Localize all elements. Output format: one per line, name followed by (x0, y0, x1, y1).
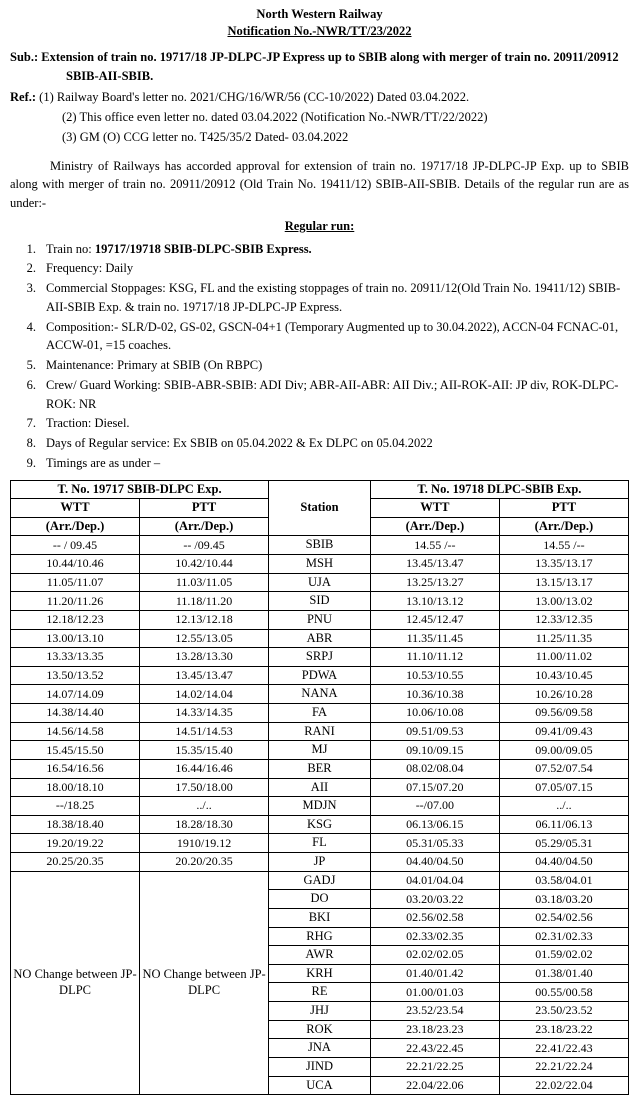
table-row (11, 592, 629, 611)
item-label: Composition:- (46, 320, 118, 334)
reference-item-2: (2) This office even letter no. dated 03.04.2022 (Notification No.-NWR/TT/22/2022) (62, 110, 487, 124)
cell-ptt-left: 14.33/14.35 (140, 704, 269, 723)
cell-wtt-right: 13.25/13.27 (370, 573, 499, 592)
cell-wtt-right: 05.31/05.33 (370, 834, 499, 853)
table-row (11, 853, 629, 872)
cell-wtt-right: 04.01/04.04 (370, 871, 499, 890)
cell-wtt-left: 11.20/11.26 (11, 592, 140, 611)
cell-wtt-left: 13.00/13.10 (11, 629, 140, 648)
cell-ptt-right: 22.02/22.04 (499, 1076, 628, 1095)
list-item (10, 279, 629, 317)
reference-label: Ref.: (10, 90, 36, 104)
cell-station: BKI (269, 908, 371, 927)
cell-station: MJ (269, 741, 371, 760)
table-body (11, 536, 629, 1095)
cell-ptt-right: 09.56/09.58 (499, 704, 628, 723)
arrdep-header-ptt-right: (Arr./Dep.) (499, 517, 628, 536)
cell-station: KRH (269, 964, 371, 983)
item-label: Traction: (46, 416, 91, 430)
cell-ptt-right: 09.41/09.43 (499, 722, 628, 741)
arrdep-header-ptt-left: (Arr./Dep.) (140, 517, 269, 536)
cell-ptt-right: 03.58/04.01 (499, 871, 628, 890)
cell-ptt-right: 07.52/07.54 (499, 759, 628, 778)
table-row (11, 834, 629, 853)
cell-station: JP (269, 853, 371, 872)
item-number: 9. (10, 454, 36, 473)
table-row (11, 704, 629, 723)
cell-ptt-right: 11.00/11.02 (499, 648, 628, 667)
cell-ptt-left: 12.13/12.18 (140, 610, 269, 629)
item-label: Crew/ Guard Working: (46, 378, 161, 392)
cell-wtt-left: 20.25/20.35 (11, 853, 140, 872)
arrdep-header-wtt-right: (Arr./Dep.) (370, 517, 499, 536)
cell-wtt-right: 07.15/07.20 (370, 778, 499, 797)
list-item (10, 259, 629, 278)
table-row (11, 741, 629, 760)
cell-ptt-left: 10.42/10.44 (140, 555, 269, 574)
wtt-header-right: WTT (370, 499, 499, 518)
arrdep-header-wtt-left: (Arr./Dep.) (11, 517, 140, 536)
cell-station: NANA (269, 685, 371, 704)
cell-ptt-left: 15.35/15.40 (140, 741, 269, 760)
item-value: Diesel. (95, 416, 130, 430)
item-label: Frequency: (46, 261, 102, 275)
group-header-left: T. No. 19717 SBIB-DLPC Exp. (11, 480, 269, 499)
cell-wtt-left: --/18.25 (11, 797, 140, 816)
cell-station: RE (269, 983, 371, 1002)
cell-station: FL (269, 834, 371, 853)
reference-line-1 (10, 88, 629, 107)
cell-ptt-right: 09.00/09.05 (499, 741, 628, 760)
cell-station: ABR (269, 629, 371, 648)
cell-wtt-right: 22.04/22.06 (370, 1076, 499, 1095)
cell-station: SBIB (269, 536, 371, 555)
item-label: Timings are as under – (46, 456, 160, 470)
cell-wtt-right: 04.40/04.50 (370, 853, 499, 872)
cell-ptt-right: 14.55 /-- (499, 536, 628, 555)
approval-paragraph (10, 157, 629, 213)
item-number: 6. (10, 376, 36, 395)
table-row (11, 555, 629, 574)
ptt-header-left: PTT (140, 499, 269, 518)
cell-ptt-left: 14.02/14.04 (140, 685, 269, 704)
cell-wtt-right: 10.06/10.08 (370, 704, 499, 723)
reference-line-2 (10, 108, 629, 127)
cell-wtt-right: 23.52/23.54 (370, 1002, 499, 1021)
cell-station: PNU (269, 610, 371, 629)
table-row (11, 629, 629, 648)
cell-station: GADJ (269, 871, 371, 890)
regular-run-heading: Regular run: (10, 217, 629, 236)
list-item (10, 376, 629, 414)
document-header (10, 6, 629, 40)
cell-wtt-left: 14.38/14.40 (11, 704, 140, 723)
reference-item-1: (1) Railway Board's letter no. 2021/CHG/16/WR/56 (CC-10/2022) Dated 03.04.2022. (39, 90, 469, 104)
cell-station: JIND (269, 1057, 371, 1076)
list-item (10, 240, 629, 259)
cell-ptt-right: 13.35/13.17 (499, 555, 628, 574)
item-label: Commercial Stoppages: (46, 281, 166, 295)
cell-station: RANI (269, 722, 371, 741)
cell-ptt-left: 16.44/16.46 (140, 759, 269, 778)
cell-wtt-left: 13.33/13.35 (11, 648, 140, 667)
cell-ptt-right: 22.21/22.24 (499, 1057, 628, 1076)
cell-ptt-right: 00.55/00.58 (499, 983, 628, 1002)
cell-wtt-right: 11.10/11.12 (370, 648, 499, 667)
cell-wtt-right: 02.56/02.58 (370, 908, 499, 927)
cell-ptt-right: 13.15/13.17 (499, 573, 628, 592)
cell-wtt-left: -- / 09.45 (11, 536, 140, 555)
cell-ptt-right: 23.18/23.22 (499, 1020, 628, 1039)
list-item (10, 434, 629, 453)
cell-station: ROK (269, 1020, 371, 1039)
cell-wtt-left: 10.44/10.46 (11, 555, 140, 574)
table-row (11, 722, 629, 741)
cell-ptt-left: 14.51/14.53 (140, 722, 269, 741)
cell-wtt-right: 01.40/01.42 (370, 964, 499, 983)
cell-ptt-left: 13.28/13.30 (140, 648, 269, 667)
cell-ptt-right: 07.05/07.15 (499, 778, 628, 797)
cell-ptt-left: 12.55/13.05 (140, 629, 269, 648)
list-item (10, 454, 629, 473)
list-item (10, 414, 629, 433)
nochange-note-right: NO Change between JP-DLPC (140, 871, 269, 1095)
cell-ptt-right: 04.40/04.50 (499, 853, 628, 872)
cell-ptt-left: 20.20/20.35 (140, 853, 269, 872)
item-number: 3. (10, 279, 36, 298)
cell-ptt-left: 18.28/18.30 (140, 815, 269, 834)
table-row (11, 871, 629, 890)
subject-label: Sub.: (10, 50, 38, 64)
cell-wtt-right: 06.13/06.15 (370, 815, 499, 834)
cell-wtt-right: 10.53/10.55 (370, 666, 499, 685)
cell-wtt-left: 19.20/19.22 (11, 834, 140, 853)
cell-ptt-right: 13.00/13.02 (499, 592, 628, 611)
cell-wtt-right: 02.02/02.05 (370, 946, 499, 965)
table-row (11, 610, 629, 629)
table-row (11, 648, 629, 667)
cell-wtt-left: 14.07/14.09 (11, 685, 140, 704)
subject-text: Extension of train no. 19717/18 JP-DLPC-JP Express up to SBIB along with merger of train no. 20911/20912 SBIB-AII-SBIB. (41, 50, 618, 83)
cell-wtt-right: 22.43/22.45 (370, 1039, 499, 1058)
cell-station: AWR (269, 946, 371, 965)
table-row (11, 536, 629, 555)
cell-wtt-left: 12.18/12.23 (11, 610, 140, 629)
cell-station: RHG (269, 927, 371, 946)
cell-wtt-right: 08.02/08.04 (370, 759, 499, 778)
item-number: 7. (10, 414, 36, 433)
cell-station: UJA (269, 573, 371, 592)
table-row (11, 573, 629, 592)
cell-wtt-left: 14.56/14.58 (11, 722, 140, 741)
cell-wtt-right: 03.20/03.22 (370, 890, 499, 909)
item-value: SBIB-ABR-SBIB: ADI Div; ABR-AII-ABR: AII Div.; AII-ROK-AII: JP div, ROK-DLPC-ROK: NR (46, 378, 618, 411)
subject-block (10, 48, 629, 236)
item-value: SLR/D-02, GS-02, GSCN-04+1 (Temporary Augmented up to 30.04.2022), ACCN-04 FCNAC-01, ACCW-01, =15 coaches. (46, 320, 618, 353)
item-value: 19717/19718 SBIB-DLPC-SBIB Express. (95, 242, 312, 256)
item-label: Maintenance: (46, 358, 114, 372)
cell-station: BER (269, 759, 371, 778)
table-group-header-row (11, 480, 629, 499)
table-row (11, 778, 629, 797)
cell-ptt-right: 12.33/12.35 (499, 610, 628, 629)
cell-wtt-right: 02.33/02.35 (370, 927, 499, 946)
cell-wtt-left: 18.38/18.40 (11, 815, 140, 834)
railway-name: North Western Railway (10, 6, 629, 23)
cell-wtt-right: 14.55 /-- (370, 536, 499, 555)
table-row (11, 797, 629, 816)
item-number: 4. (10, 318, 36, 337)
cell-wtt-right: 13.45/13.47 (370, 555, 499, 574)
cell-wtt-right: 13.10/13.12 (370, 592, 499, 611)
cell-station: JNA (269, 1039, 371, 1058)
item-value: Daily (105, 261, 133, 275)
cell-station: FA (269, 704, 371, 723)
table-row (11, 759, 629, 778)
cell-ptt-left: 13.45/13.47 (140, 666, 269, 685)
item-number: 8. (10, 434, 36, 453)
reference-item-3: (3) GM (O) CCG letter no. T425/35/2 Dated- 03.04.2022 (62, 130, 348, 144)
cell-station: PDWA (269, 666, 371, 685)
cell-ptt-right: 06.11/06.13 (499, 815, 628, 834)
wtt-header-left: WTT (11, 499, 140, 518)
item-number: 1. (10, 240, 36, 259)
table-row (11, 815, 629, 834)
cell-station: AII (269, 778, 371, 797)
cell-wtt-right: 09.10/09.15 (370, 741, 499, 760)
paragraph-text: Ministry of Railways has accorded approval for extension of train no. 19717/18 JP-DLPC-JP Exp. up to SBIB along with merger of train no. 20911/20912 (Old Train No. 19411/12) SBIB-AII-SBIB. Details of the regular run are as under:- (10, 159, 629, 211)
item-number: 2. (10, 259, 36, 278)
station-column-header: Station (269, 480, 371, 536)
group-header-right: T. No. 19718 DLPC-SBIB Exp. (370, 480, 628, 499)
cell-ptt-right: 02.31/02.33 (499, 927, 628, 946)
item-value: Ex SBIB on 05.04.2022 & Ex DLPC on 05.04.2022 (173, 436, 433, 450)
cell-wtt-right: 22.21/22.25 (370, 1057, 499, 1076)
ptt-header-right: PTT (499, 499, 628, 518)
notification-number: Notification No.-NWR/TT/23/2022 (10, 23, 629, 40)
cell-ptt-right: ../.. (499, 797, 628, 816)
cell-ptt-right: 10.26/10.28 (499, 685, 628, 704)
cell-station: SID (269, 592, 371, 611)
reference-line-3 (10, 128, 629, 147)
cell-wtt-left: 16.54/16.56 (11, 759, 140, 778)
list-item (10, 356, 629, 375)
cell-wtt-right: 12.45/12.47 (370, 610, 499, 629)
cell-station: UCA (269, 1076, 371, 1095)
item-label: Days of Regular service: (46, 436, 170, 450)
cell-ptt-right: 22.41/22.43 (499, 1039, 628, 1058)
cell-station: DO (269, 890, 371, 909)
item-value: KSG, FL and the existing stoppages of train no. 20911/12(Old Train No. 19411/12) SBIB-AII-SBIB Exp. & train no. 19717/18 JP-DLPC-JP Express. (46, 281, 620, 314)
cell-station: MSH (269, 555, 371, 574)
cell-wtt-left: 18.00/18.10 (11, 778, 140, 797)
table-row (11, 685, 629, 704)
cell-wtt-left: 11.05/11.07 (11, 573, 140, 592)
cell-wtt-right: 23.18/23.23 (370, 1020, 499, 1039)
list-item (10, 318, 629, 356)
cell-ptt-left: 11.03/11.05 (140, 573, 269, 592)
table-row (11, 666, 629, 685)
cell-wtt-right: 10.36/10.38 (370, 685, 499, 704)
cell-station: MDJN (269, 797, 371, 816)
cell-ptt-right: 03.18/03.20 (499, 890, 628, 909)
cell-ptt-right: 01.59/02.02 (499, 946, 628, 965)
cell-station: SRPJ (269, 648, 371, 667)
timings-table (10, 480, 629, 1095)
cell-ptt-right: 23.50/23.52 (499, 1002, 628, 1021)
cell-ptt-left: 1910/19.12 (140, 834, 269, 853)
cell-ptt-left: ../.. (140, 797, 269, 816)
cell-wtt-left: 15.45/15.50 (11, 741, 140, 760)
item-value: Primary at SBIB (On RBPC) (117, 358, 262, 372)
subject-line (10, 48, 629, 86)
cell-ptt-right: 11.25/11.35 (499, 629, 628, 648)
cell-ptt-right: 02.54/02.56 (499, 908, 628, 927)
cell-ptt-right: 05.29/05.31 (499, 834, 628, 853)
cell-station: JHJ (269, 1002, 371, 1021)
cell-ptt-left: 11.18/11.20 (140, 592, 269, 611)
cell-ptt-right: 01.38/01.40 (499, 964, 628, 983)
cell-wtt-left: 13.50/13.52 (11, 666, 140, 685)
cell-ptt-left: -- /09.45 (140, 536, 269, 555)
cell-wtt-right: 11.35/11.45 (370, 629, 499, 648)
cell-station: KSG (269, 815, 371, 834)
cell-wtt-right: --/07.00 (370, 797, 499, 816)
details-list (10, 240, 629, 473)
item-number: 5. (10, 356, 36, 375)
cell-wtt-right: 09.51/09.53 (370, 722, 499, 741)
cell-ptt-right: 10.43/10.45 (499, 666, 628, 685)
cell-wtt-right: 01.00/01.03 (370, 983, 499, 1002)
cell-ptt-left: 17.50/18.00 (140, 778, 269, 797)
item-label: Train no: (46, 242, 92, 256)
nochange-note-left: NO Change between JP-DLPC (11, 871, 140, 1095)
